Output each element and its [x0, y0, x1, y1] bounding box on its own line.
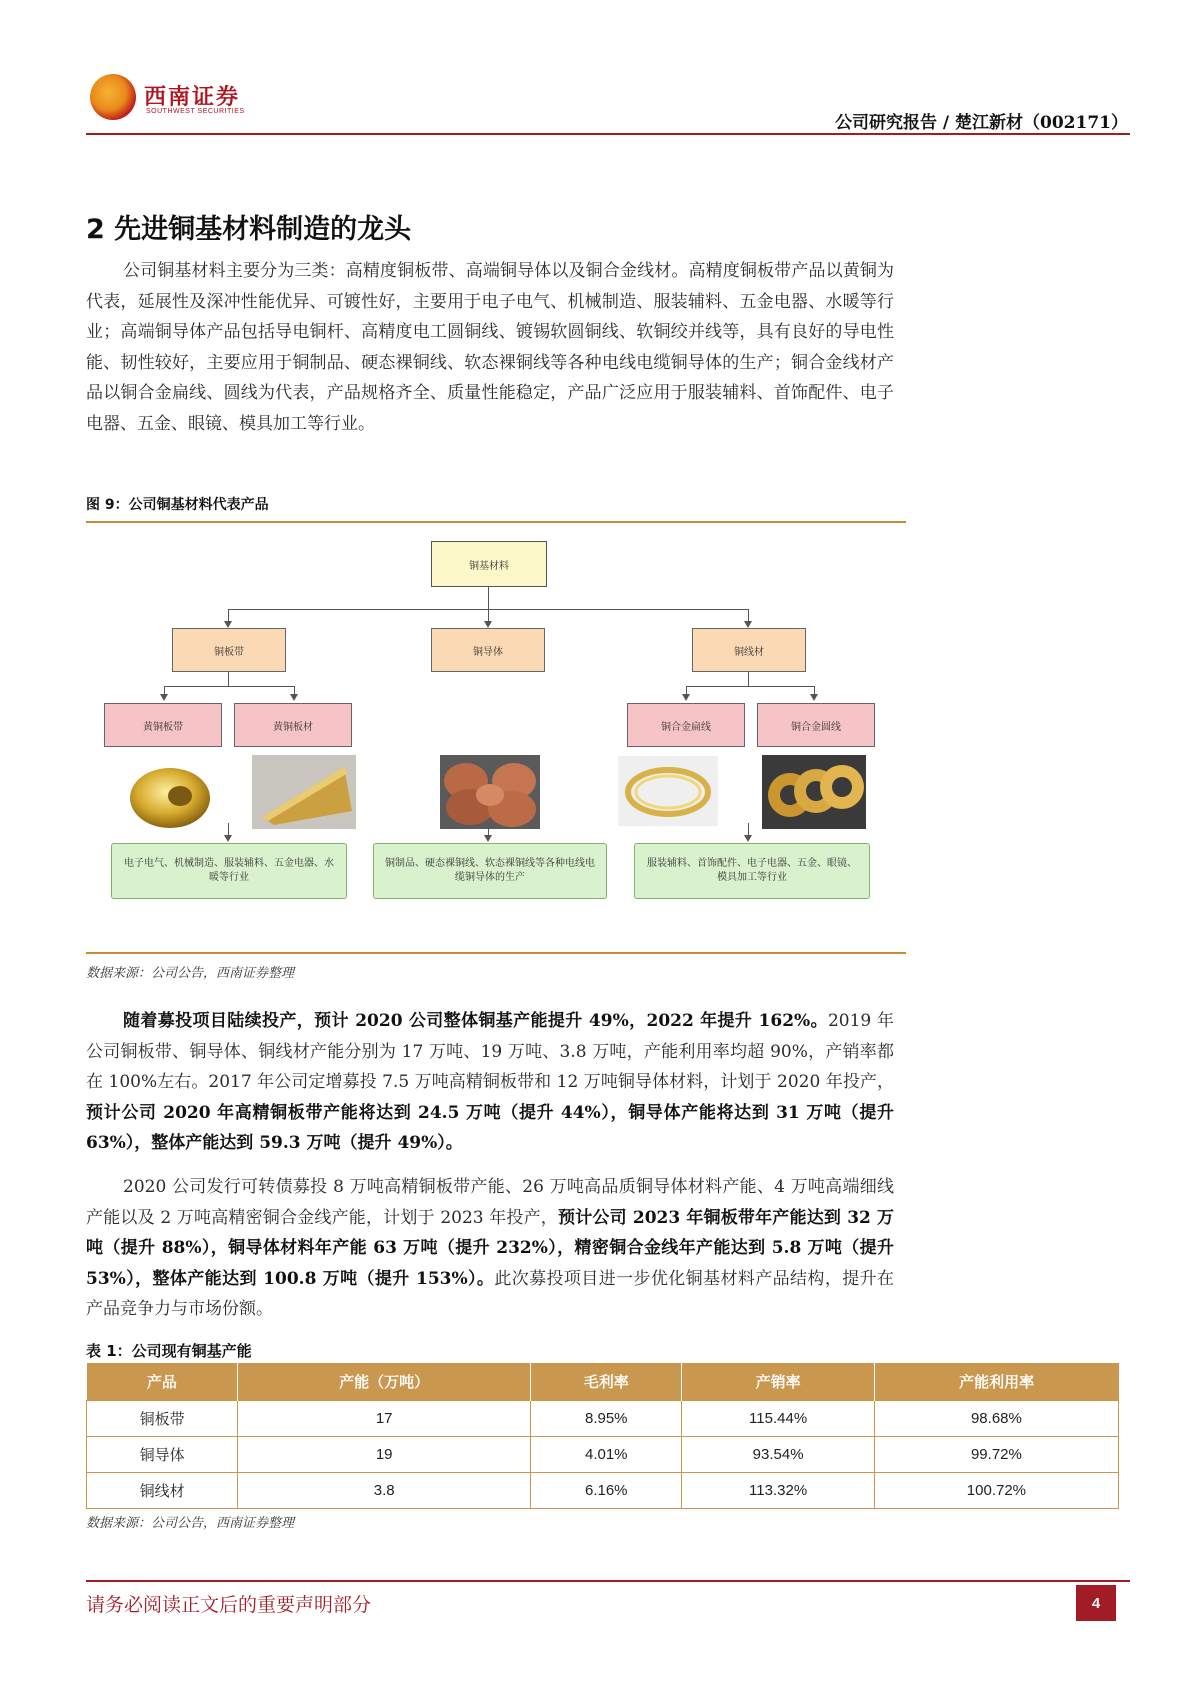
connector-line [488, 587, 489, 609]
company-logo-mark [90, 74, 136, 120]
category-label: 铜导体 [473, 646, 503, 658]
bond-body: 2020 公司发行可转债募投 8 万吨高精铜板带产能、26 万吨高品质铜导体材料产能、4 万吨高端细线产能以及 2 万吨高精密铜合金线产能，计划于 2023 年投产， [86, 1177, 894, 1228]
subcategory-label: 黄铜板带 [143, 721, 183, 733]
arrow-head-icon [744, 621, 752, 628]
capacity-lead-bold: 随着募投项目陆续投产，预计 2020 公司整体铜基产能提升 49%，2022 年提升 162%。 [123, 1011, 828, 1031]
figure-bottom-rule [86, 952, 906, 954]
subcategory-node-alloy-round-wire [757, 703, 875, 747]
product-diagram [86, 523, 906, 951]
capacity-paragraph-2020 [86, 1006, 894, 1159]
figure-source: 数据来源：公司公告，西南证券整理 [86, 966, 295, 981]
table-cell: 8.95% [531, 1401, 682, 1437]
table-cell: 93.54% [682, 1437, 874, 1473]
subcategory-node-brass-strip [104, 703, 222, 747]
copper-conductor-photo [440, 755, 540, 829]
arrow-head-icon [224, 621, 232, 628]
arrow-head-icon [160, 694, 168, 701]
brass-sheet-photo [252, 755, 356, 829]
subcategory-label: 铜合金圆线 [791, 721, 841, 733]
intro-paragraph: 公司铜基材料主要分为三类：高精度铜板带、高端铜导体以及铜合金线材。高精度铜板带产品以黄铜为代表，延展性及深冲性能优异、可镀性好，主要用于电子电气、机械制造、服装辅料、五金电器、水暖等行业；高端铜导体产品包括导电铜杆、高精度电工圆铜线、镀锡软圆铜线、软铜绞并线等，具有良好的导电性能、韧性较好，主要应用于铜制品、硬态裸铜线、软态裸铜线等各种电线电缆铜导体的生产；铜合金线材产品以铜合金扁线、圆线为代表，产品规格齐全、质量性能稳定，产品广泛应用于服装辅料、首饰配件、电子电器、五金、眼镜、模具加工等行业。 [86, 261, 894, 434]
bond-forecast-bold: 预计公司 2023 年铜板带年产能达到 32 万吨（提升 88%），铜导体材料年产能 63 万吨（提升 232%），精密铜合金线年产能达到 5.8 万吨（提升 53%），整体产能达到 100.8 万吨（提升 153%）。 [86, 1207, 894, 1289]
logo-chinese-name: 西南证券 [144, 84, 241, 110]
table-title: 表 1：公司现有铜基产能 [86, 1342, 252, 1360]
subcategory-node-brass-sheet [234, 703, 352, 747]
table-header-row [87, 1363, 1119, 1401]
subcategory-label: 铜合金扁线 [661, 721, 711, 733]
table-cell: 4.01% [531, 1437, 682, 1473]
table-cell: 99.72% [874, 1437, 1118, 1473]
application-label: 铜制品、硬态裸铜线、软态裸铜线等各种电线电缆铜导体的生产 [385, 858, 595, 883]
table-row [87, 1401, 1119, 1437]
application-box-strip [111, 843, 347, 899]
table-cell: 铜导体 [87, 1437, 238, 1473]
footer-divider [86, 1580, 1130, 1582]
capacity-table [86, 1363, 1119, 1509]
diagram-root-label: 铜基材料 [469, 560, 509, 572]
table-header-cell: 毛利率 [531, 1363, 682, 1401]
capacity-body: 2019 年公司铜板带、铜导体、铜线材产能分别为 17 万吨、19 万吨、3.8 万吨，产能利用率均超 90%，产销率都在 100%左右。2017 年公司定增募投 7.5 万吨高精铜板带和 12 万吨铜导体材料，计划于 2020 年投产， [86, 1011, 895, 1092]
category-label: 铜线材 [734, 646, 764, 658]
report-label: 公司研究报告 / 楚江新材（002171） [834, 113, 1128, 133]
table-header-cell: 产销率 [682, 1363, 874, 1401]
subcategory-node-alloy-flat-wire [627, 703, 745, 747]
category-node-copper-conductor [431, 628, 545, 672]
table-cell: 6.16% [531, 1473, 682, 1509]
arrow-head-icon [290, 694, 298, 701]
arrow-head-icon [682, 694, 690, 701]
connector-line [748, 672, 749, 686]
connector-line [686, 686, 814, 687]
table-header-cell: 产品 [87, 1363, 238, 1401]
brass-coil-photo [120, 758, 220, 830]
arrow-head-icon [484, 835, 492, 842]
arrow-head-icon [484, 621, 492, 628]
table-cell: 铜线材 [87, 1473, 238, 1509]
category-node-copper-strip [172, 628, 286, 672]
capacity-forecast-bold: 预计公司 2020 年高精铜板带产能将达到 24.5 万吨（提升 44%），铜导体产能将达到 31 万吨（提升 63%），整体产能达到 59.3 万吨（提升 49%）。 [86, 1102, 894, 1153]
header-divider [86, 133, 1130, 135]
page-number: 4 [1076, 1585, 1116, 1621]
table-cell: 19 [238, 1437, 531, 1473]
category-node-copper-wire [692, 628, 806, 672]
table-cell: 100.72% [874, 1473, 1118, 1509]
table-header-cell: 产能（万吨） [238, 1363, 531, 1401]
alloy-flat-wire-photo [618, 756, 718, 826]
connector-line [164, 686, 294, 687]
table-row [87, 1473, 1119, 1509]
application-label: 服装辅料、首饰配件、电子电器、五金、眼镜、模具加工等行业 [647, 858, 857, 883]
logo-english-name: SOUTHWEST SECURITIES [146, 108, 245, 115]
table-cell: 115.44% [682, 1401, 874, 1437]
table-header-cell: 产能利用率 [874, 1363, 1118, 1401]
table-cell: 3.8 [238, 1473, 531, 1509]
application-label: 电子电气、机械制造、服装辅料、五金电器、水暖等行业 [124, 858, 334, 883]
application-box-conductor [373, 843, 607, 899]
subcategory-label: 黄铜板材 [273, 721, 313, 733]
arrow-head-icon [810, 694, 818, 701]
table-row [87, 1437, 1119, 1473]
capacity-paragraph-2023 [86, 1172, 894, 1325]
table-cell: 17 [238, 1401, 531, 1437]
arrow-head-icon [744, 835, 752, 842]
figure-title: 图 9：公司铜基材料代表产品 [86, 497, 269, 513]
table-cell: 113.32% [682, 1473, 874, 1509]
section-title: 2 先进铜基材料制造的龙头 [86, 214, 412, 245]
connector-line [228, 672, 229, 686]
table-cell: 98.68% [874, 1401, 1118, 1437]
bond-tail: 此次募投项目进一步优化铜基材料产品结构，提升在产品竞争力与市场份额。 [86, 1268, 895, 1319]
category-label: 铜板带 [214, 646, 244, 658]
alloy-round-wire-photo [762, 755, 866, 829]
diagram-root-node [431, 541, 547, 587]
application-box-wire [634, 843, 870, 899]
table-cell: 铜板带 [87, 1401, 238, 1437]
arrow-head-icon [224, 835, 232, 842]
table-source: 数据来源：公司公告，西南证券整理 [86, 1516, 295, 1531]
footer-notice: 请务必阅读正文后的重要声明部分 [86, 1594, 372, 1616]
